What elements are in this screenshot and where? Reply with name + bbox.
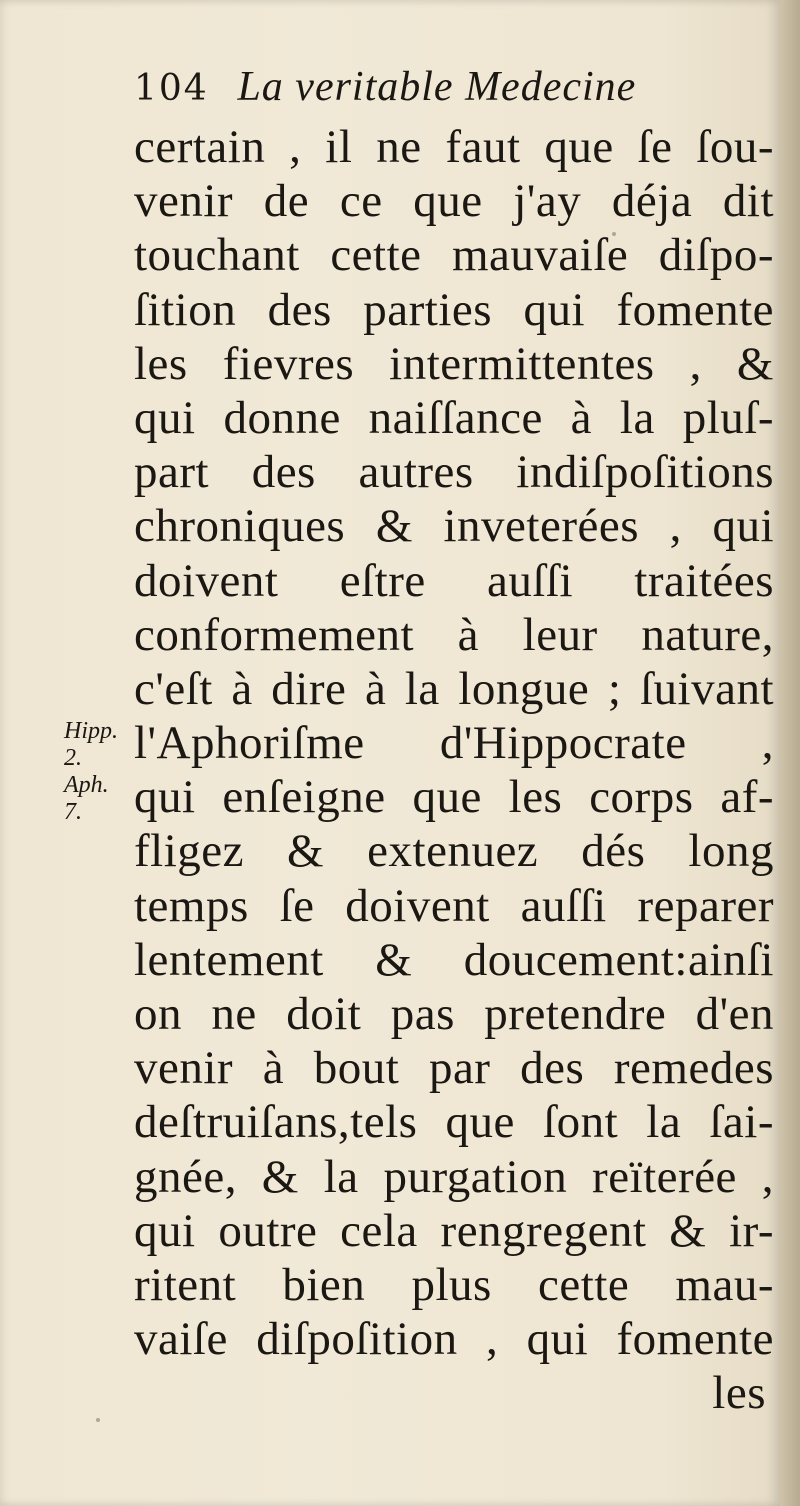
margin-note-line: Hipp. — [64, 718, 118, 744]
body-text — [134, 120, 774, 1421]
running-head — [134, 60, 636, 116]
text-line: qui outre cela rengregent & ir- — [134, 1204, 774, 1257]
text-line: c'eſt à dire à la longue ; ſuivant — [134, 662, 774, 715]
text-line: vaiſe diſpoſition , qui fomente — [134, 1313, 774, 1366]
page-number: 104 — [134, 68, 209, 109]
margin-note-line: 7. — [64, 799, 82, 825]
margin-note-line: 2. — [64, 745, 82, 771]
text-line: ritent bien plus cette mau- — [134, 1258, 774, 1311]
text-line: venir à bout par des remedes — [134, 1042, 774, 1095]
text-line: fligez & extenuez dés long — [134, 825, 774, 878]
text-line: les fievres intermittentes , & — [134, 337, 774, 390]
text-line: certain , il ne faut que ſe ſou- — [134, 121, 774, 173]
text-line: chroniques & inveterées , qui — [134, 500, 774, 553]
text-line: on ne doit pas pretendre d'en — [134, 988, 774, 1040]
text-line: ſition des parties qui fomente — [134, 283, 774, 336]
text-line: doivent eſtre auſſi traitées — [134, 554, 774, 607]
text-line: qui donne naiſſance à la pluſ- — [134, 391, 774, 444]
ink-speck — [612, 232, 616, 236]
running-title: La veritable Medecine — [237, 64, 637, 110]
text-line: l'Aphoriſme d'Hippocrate , — [134, 717, 774, 770]
page-edge-shadow — [780, 0, 800, 1506]
text-line: conformement à leur nature, — [134, 608, 774, 661]
text-line: deſtruiſans,tels que ſont la ſai- — [134, 1096, 774, 1149]
margin-note — [64, 718, 130, 826]
text-line: part des autres indiſpoſitions — [134, 446, 774, 499]
ink-speck — [96, 1418, 100, 1422]
text-line: gnée, & la purgation reïterée , — [134, 1150, 774, 1203]
text-line: venir de ce que j'ay déja dit — [134, 175, 774, 228]
text-line: lentement & doucement:ainſi — [134, 933, 774, 986]
margin-note-line: Aph. — [64, 772, 109, 798]
text-line: touchant cette mauvaiſe diſpo- — [134, 229, 774, 282]
text-line: temps ſe doivent auſſi reparer — [134, 879, 774, 932]
text-line: qui enſeigne que les corps af- — [134, 771, 774, 824]
catchword: les — [712, 1367, 766, 1420]
